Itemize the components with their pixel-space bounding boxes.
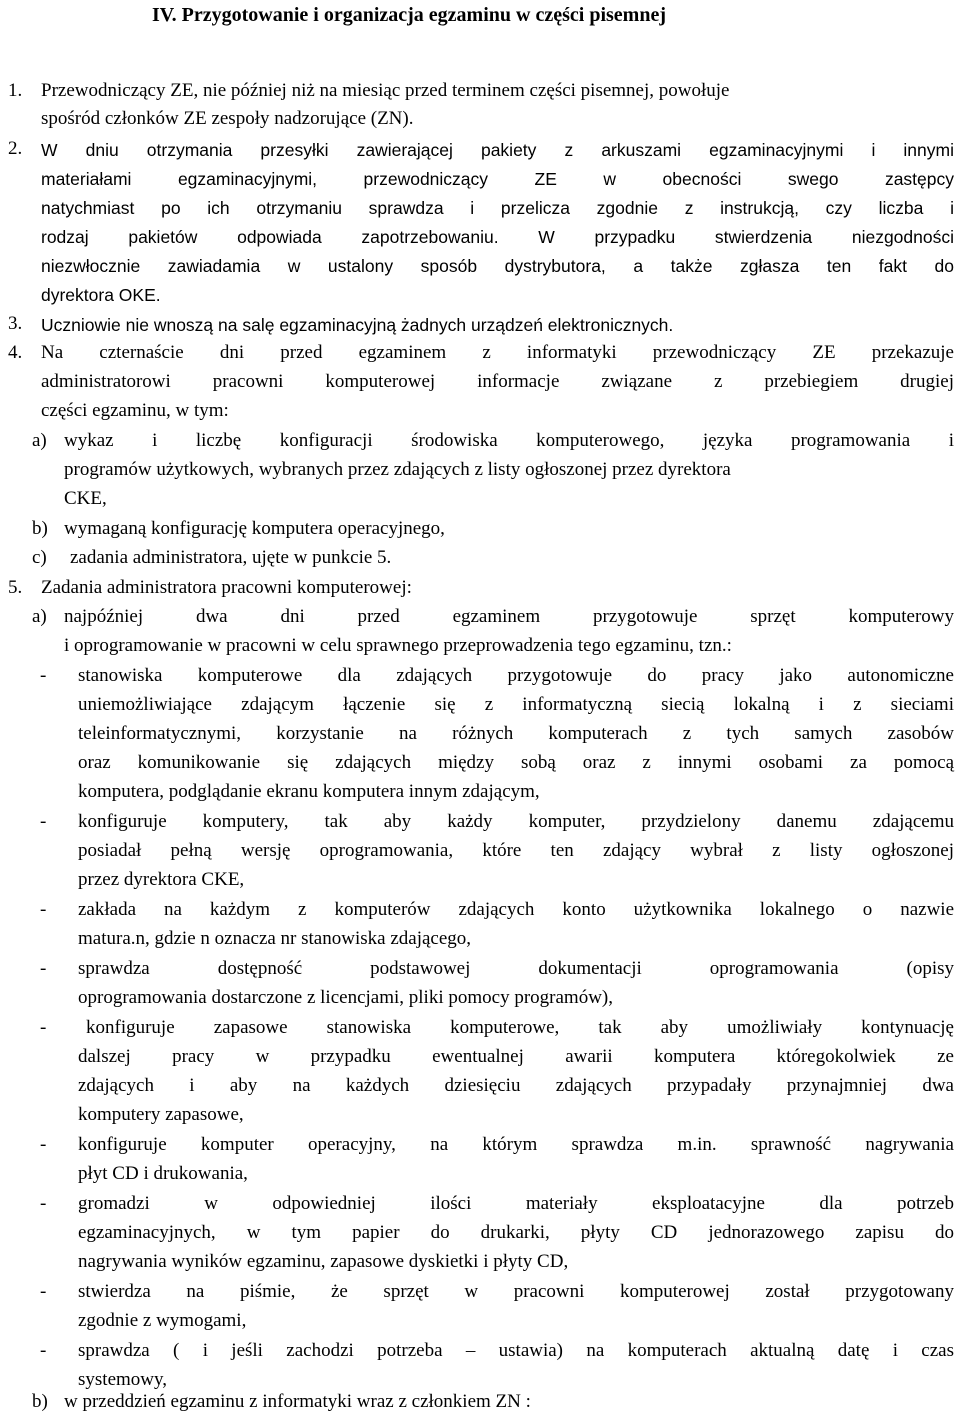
bullet-line: stanowiska komputerowe dla zdających przygotowuje do pracy jako autonomiczne — [78, 665, 954, 686]
item-1-number: 1. — [8, 80, 23, 101]
bullet-line: konfiguruje komputer operacyjny, na którym sprawdza m.in. sprawność nagrywania — [78, 1134, 954, 1155]
item-5-number: 5. — [8, 577, 23, 598]
item-4a-line: wykaz i liczbę konfiguracji środowiska komputerowego, języka programowania i — [64, 430, 954, 451]
bullet-line: komputera, podglądanie ekranu komputera innym zdającym, — [78, 781, 540, 802]
bullet-dash: - — [40, 1340, 47, 1361]
item-4a-line: CKE, — [64, 488, 107, 509]
item-2-line: W dniu otrzymania przesyłki zawierającej pakiety z arkuszami egzaminacyjnymi i innymi — [41, 140, 954, 160]
bullet-line: zgodnie z wymogami, — [78, 1310, 247, 1331]
item-1-line: spośród członków ZE zespoły nadzorujące (ZN). — [41, 108, 414, 129]
item-5a-label: a) — [32, 606, 47, 627]
bullet-line: dalszej pracy w przypadku ewentualnej awarii komputera któregokolwiek ze — [78, 1046, 954, 1067]
bullet-line: sprawdza ( i jeśli zachodzi potrzeba – ustawia) na komputerach aktualną datę i czas — [78, 1340, 954, 1361]
item-3-line: Uczniowie nie wnoszą na salę egzaminacyjną żadnych urządzeń elektronicznych. — [41, 315, 674, 335]
item-2-line: dyrektora OKE. — [41, 285, 161, 305]
item-5b-label: b) — [32, 1391, 48, 1412]
bullet-dash: - — [40, 1193, 47, 1214]
bullet-line: posiadał pełną wersję oprogramowania, które ten zdający wybrał z listy ogłoszonej — [78, 840, 954, 861]
item-4a-line: programów użytkowych, wybranych przez zdających z listy ogłoszonej przez dyrektora — [64, 459, 731, 480]
bullet-line: systemowy, — [78, 1369, 168, 1390]
bullet-line: uniemożliwiające zdającym łączenie się z informatyczną siecią lokalną i z sieciami — [78, 694, 954, 715]
item-4b-line: wymaganą konfigurację komputera operacyjnego, — [64, 518, 445, 539]
bullet-line: zakłada na każdym z komputerów zdających konto użytkownika lokalnego o nazwie — [78, 899, 954, 920]
bullet-line: komputery zapasowe, — [78, 1104, 244, 1125]
item-2-line: materiałami egzaminacyjnymi, przewodniczący ZE w obecności swego zastępcy — [41, 169, 954, 189]
item-2-line: natychmiast po ich otrzymaniu sprawdza i przelicza zgodnie z instrukcją, czy liczba i — [41, 198, 954, 218]
item-2-number: 2. — [8, 138, 23, 159]
item-4a-label: a) — [32, 430, 47, 451]
bullet-line: egzaminacyjnych, w tym papier do drukarki, płyty CD jednorazowego zapisu do — [78, 1222, 954, 1243]
bullet-line: stwierdza na piśmie, że sprzęt w pracowni komputerowej został przygotowany — [78, 1281, 954, 1302]
bullet-line: gromadzi w odpowiedniej ilości materiały eksploatacyjne dla potrzeb — [78, 1193, 954, 1214]
bullet-dash: - — [40, 1134, 47, 1155]
bullet-dash: - — [40, 958, 47, 979]
item-4-line: administratorowi pracowni komputerowej informacje związane z przebiegiem drugiej — [41, 371, 954, 392]
item-2-line: niezwłocznie zawiadamia w ustalony sposób dystrybutora, a także zgłasza ten fakt do — [41, 256, 954, 276]
bullet-dash: - — [40, 899, 47, 920]
bullet-dash: - — [40, 811, 47, 832]
bullet-line: konfiguruje zapasowe stanowiska komputerowe, tak aby umożliwiały kontynuację — [86, 1017, 954, 1038]
bullet-line: oprogramowania dostarczone z licencjami, pliki pomocy programów), — [78, 987, 613, 1008]
bullet-line: sprawdza dostępność podstawowej dokumentacji oprogramowania (opisy — [78, 958, 954, 979]
bullet-dash: - — [40, 1017, 47, 1038]
bullet-line: płyt CD i drukowania, — [78, 1163, 248, 1184]
bullet-line: oraz komunikowanie się zdających między sobą oraz z innymi osobami za pomocą — [78, 752, 954, 773]
item-4c-line: zadania administratora, ujęte w punkcie 5. — [70, 547, 392, 568]
item-1-line: Przewodniczący ZE, nie później niż na miesiąc przed terminem części pisemnej, powołuje — [41, 80, 730, 101]
item-4-line: części egzaminu, w tym: — [41, 400, 229, 421]
item-4-line: Na czternaście dni przed egzaminem z informatyki przewodniczący ZE przekazuje — [41, 342, 954, 363]
item-3-number: 3. — [8, 313, 23, 334]
bullet-line: konfiguruje komputery, tak aby każdy komputer, przydzielony danemu zdającemu — [78, 811, 954, 832]
bullet-dash: - — [40, 665, 47, 686]
bullet-line: matura.n, gdzie n oznacza nr stanowiska zdającego, — [78, 928, 472, 949]
item-5a-line: najpóźniej dwa dni przed egzaminem przygotowuje sprzęt komputerowy — [64, 606, 954, 627]
bullet-line: nagrywania wyników egzaminu, zapasowe dyskietki i płyty CD, — [78, 1251, 569, 1272]
item-4b-label: b) — [32, 518, 48, 539]
item-4-number: 4. — [8, 342, 23, 363]
bullet-line: teleinformatycznymi, korzystanie na różnych komputerach z tych samych zasobów — [78, 723, 954, 744]
item-2-line: rodzaj pakietów odpowiada zapotrzebowaniu. W przypadku stwierdzenia niezgodności — [41, 227, 954, 247]
item-5a-line: i oprogramowanie w pracowni w celu sprawnego przeprowadzenia tego egzaminu, tzn.: — [64, 635, 732, 656]
item-5-line: Zadania administratora pracowni komputerowej: — [41, 577, 412, 598]
bullet-line: zdających i aby na każdych dziesięciu zdających przypadały przynajmniej dwa — [78, 1075, 954, 1096]
item-4c-label: c) — [32, 547, 47, 568]
bullet-line: przez dyrektora CKE, — [78, 869, 245, 890]
section-heading: IV. Przygotowanie i organizacja egzaminu w części pisemnej — [152, 4, 666, 26]
item-5b-line: w przeddzień egzaminu z informatyki wraz z członkiem ZN : — [64, 1391, 531, 1412]
bullet-dash: - — [40, 1281, 47, 1302]
